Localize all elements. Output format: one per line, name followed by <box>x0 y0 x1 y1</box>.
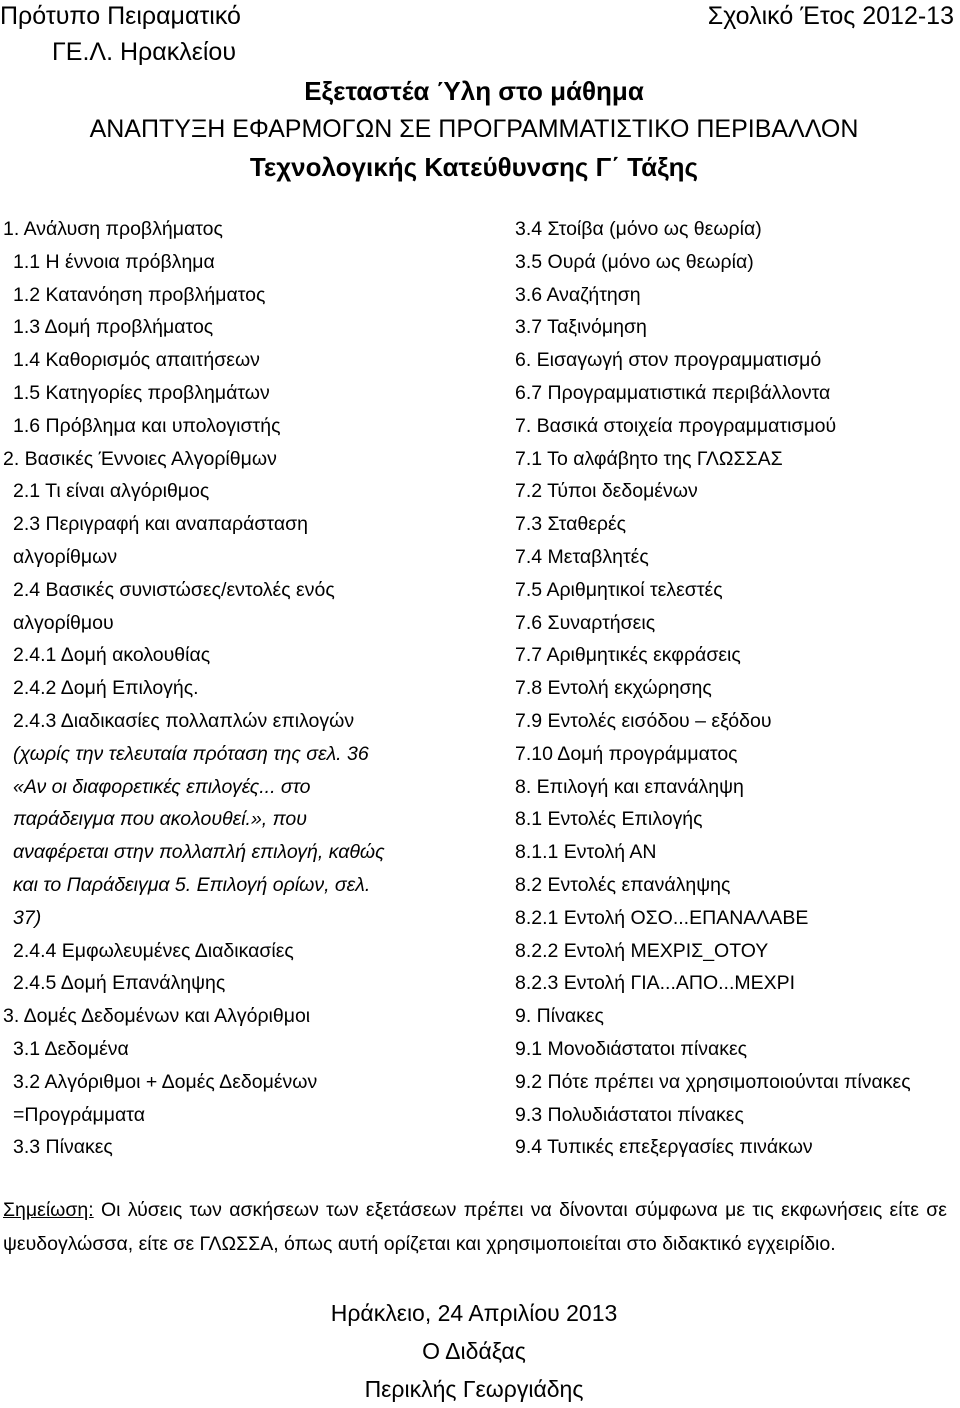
syllabus-item: 3.6 Αναζήτηση <box>515 283 641 306</box>
syllabus-item: 7.3 Σταθερές <box>515 513 627 536</box>
syllabus-item: 7.10 Δομή προγράμματος <box>515 742 738 765</box>
syllabus-item: 1.4 Καθορισμός απαιτήσεων <box>13 349 260 372</box>
syllabus-item: 1. Ανάλυση προβλήματος <box>3 218 223 240</box>
syllabus-item: παράδειγμα που ακολουθεί.», που <box>13 808 307 831</box>
syllabus-item: 9. Πίνακες <box>515 1005 604 1028</box>
syllabus-item: 8. Επιλογή και επανάληψη <box>515 775 744 798</box>
note-text: Οι λύσεις των ασκήσεων των εξετάσεων πρέπει να δίνονται σύμφωνα με τις εκφωνήσεις είτε σε ψευδογλώσσα, είτε σε ΓΛΩΣΣΑ, όπως αυτή ορίζεται και χρησιμοποιείται στο διδακτικό εγχειρίδιο. <box>3 1199 947 1255</box>
syllabus-item: αλγορίθμου <box>13 611 114 634</box>
syllabus-item: 7.5 Αριθμητικοί τελεστές <box>515 578 723 601</box>
syllabus-item: 2.4.1 Δομή ακολουθίας <box>13 644 211 667</box>
syllabus-item: 9.4 Τυπικές επεξεργασίες πινάκων <box>515 1136 813 1159</box>
syllabus-item: 8.2.3 Εντολή ΓΙΑ...ΑΠΟ...ΜΕΧΡΙ <box>515 972 796 995</box>
syllabus-item: 1.6 Πρόβλημα και υπολογιστής <box>13 414 281 437</box>
syllabus-item: 8.2.2 Εντολή ΜΕΧΡΙΣ_ΟΤΟΥ <box>515 939 769 962</box>
syllabus-item: 2.4.5 Δομή Επανάληψης <box>13 972 226 995</box>
syllabus-item: 1.3 Δομή προβλήματος <box>13 316 214 339</box>
signature-place-date: Ηράκλειο, 24 Απριλίου 2013 <box>330 1300 618 1326</box>
syllabus-item: και το Παράδειγμα 5. Επιλογή ορίων, σελ. <box>13 873 371 896</box>
syllabus-item: 3.1 Δεδομένα <box>13 1037 129 1060</box>
syllabus-item: 3.7 Ταξινόμηση <box>515 316 647 339</box>
syllabus-item: «Αν οι διαφορετικές επιλογές... στο <box>13 775 311 798</box>
syllabus-item: 9.3 Πολυδιάστατοι πίνακες <box>515 1103 744 1126</box>
signature-name: Περικλής Γεωργιάδης <box>364 1376 584 1402</box>
syllabus-item: 2.3 Περιγραφή και αναπαράσταση <box>13 513 309 536</box>
syllabus-item: 3.2 Αλγόριθμοι + Δομές Δεδομένων <box>13 1070 318 1093</box>
syllabus-item: 6. Εισαγωγή στον προγραμματισμό <box>515 349 822 372</box>
syllabus-item: 8.1.1 Εντολή ΑΝ <box>515 841 657 864</box>
course-direction: Τεχνολογικής Κατεύθυνσης Γ΄ Τάξης <box>249 152 699 182</box>
syllabus-item: 1.1 Η έννοια πρόβλημα <box>13 250 215 273</box>
syllabus-item: (χωρίς την τελευταία πρόταση της σελ. 36 <box>13 742 369 765</box>
syllabus-item: 1.2 Κατανόηση προβλήματος <box>13 283 266 306</box>
signature-role: Ο Διδάξας <box>422 1338 526 1364</box>
syllabus-item: 1.5 Κατηγορίες προβλημάτων <box>13 381 270 404</box>
syllabus-item: 3.3 Πίνακες <box>13 1136 113 1159</box>
course-name: ΑΝΑΠΤΥΞΗ ΕΦΑΡΜΟΓΩΝ ΣΕ ΠΡΟΓΡΑΜΜΑΤΙΣΤΙΚΟ ΠΕΡΙΒΑΛΛΟΝ <box>89 115 859 143</box>
syllabus-item: 8.2.1 Εντολή ΟΣΟ...ΕΠΑΝΑΛΑΒΕ <box>515 906 809 929</box>
syllabus-item: =Προγράμματα <box>13 1103 145 1126</box>
syllabus-right-column <box>515 213 960 1164</box>
syllabus-item: 2. Βασικές Έννοιες Αλγορίθμων <box>3 447 277 470</box>
syllabus-item: 2.4.2 Δομή Επιλογής. <box>13 677 199 700</box>
note-paragraph <box>3 1193 947 1261</box>
syllabus-item: 7.7 Αριθμητικές εκφράσεις <box>515 644 741 667</box>
syllabus-item: 7.8 Εντολή εκχώρησης <box>515 677 712 700</box>
syllabus-item: 3.5 Ουρά (μόνο ως θεωρία) <box>515 250 754 273</box>
syllabus-item: αλγορίθμων <box>13 545 118 568</box>
syllabus-item: 2.1 Τι είναι αλγόριθμος <box>13 480 210 503</box>
syllabus-item: 7.4 Μεταβλητές <box>515 545 649 568</box>
syllabus-item: 8.1 Εντολές Επιλογής <box>515 808 703 831</box>
syllabus-item: αναφέρεται στην πολλαπλή επιλογή, καθώς <box>13 841 385 864</box>
note-label: Σημείωση: <box>3 1199 94 1221</box>
school-name: Πρότυπο Πειραματικό <box>0 2 241 30</box>
syllabus-item: 7.6 Συναρτήσεις <box>515 611 656 634</box>
syllabus-item: 37) <box>13 906 42 929</box>
syllabus-item: 6.7 Προγραμματιστικά περιβάλλοντα <box>515 381 831 404</box>
syllabus-item: 2.4.4 Εμφωλευμένες Διαδικασίες <box>13 939 294 962</box>
school-city: ΓΕ.Λ. Ηρακλείου <box>52 38 236 66</box>
syllabus-item: 9.2 Πότε πρέπει να χρησιμοποιούνται πίνακες <box>515 1070 911 1093</box>
syllabus-item: 7.9 Εντολές εισόδου ‒ εξόδου <box>515 709 772 732</box>
syllabus-item: 9.1 Μονοδιάστατοι πίνακες <box>515 1037 748 1060</box>
syllabus-left-column <box>3 213 473 1164</box>
syllabus-item: 3. Δομές Δεδομένων και Αλγόριθμοι <box>3 1005 311 1028</box>
school-year: Σχολικό Έτος 2012-13 <box>707 2 954 30</box>
syllabus-item: 2.4.3 Διαδικασίες πολλαπλών επιλογών <box>13 709 355 732</box>
syllabus-item: 8.2 Εντολές επανάληψης <box>515 873 731 896</box>
syllabus-item: 7. Βασικά στοιχεία προγραμματισμού <box>515 414 837 437</box>
syllabus-item: 7.2 Τύποι δεδομένων <box>515 480 698 503</box>
document-title: Εξεταστέα Ύλη στο μάθημα <box>304 76 644 106</box>
syllabus-item: 3.4 Στοίβα (μόνο ως θεωρία) <box>515 218 762 240</box>
syllabus-item: 2.4 Βασικές συνιστώσες/εντολές ενός <box>13 578 335 601</box>
syllabus-item: 7.1 Το αλφάβητο της ΓΛΩΣΣΑΣ <box>515 447 783 470</box>
